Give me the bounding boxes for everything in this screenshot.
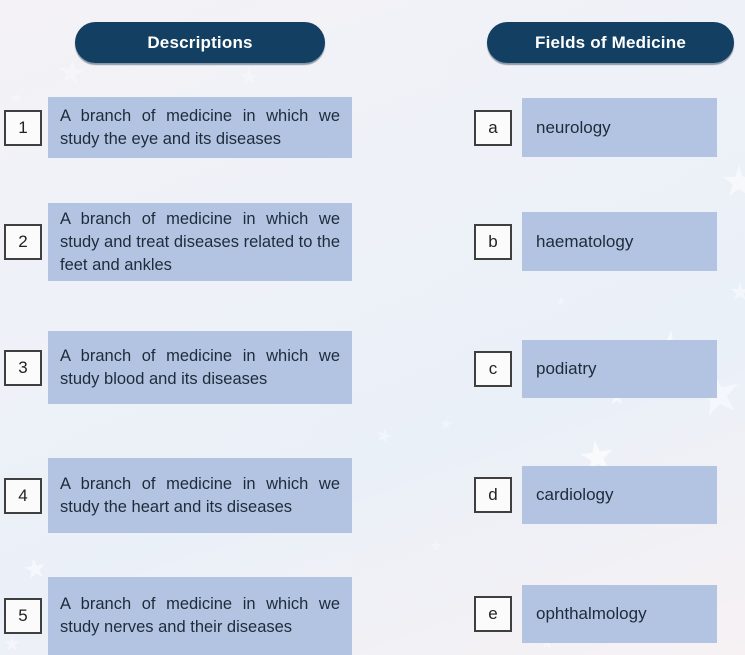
letter-tile-c[interactable]: c bbox=[474, 351, 512, 387]
description-row-3 bbox=[4, 331, 352, 404]
field-text-a: neurology bbox=[536, 117, 611, 137]
description-text-5: A branch of medicine in which we study nerves and their diseases bbox=[60, 595, 340, 636]
description-box-2[interactable] bbox=[48, 203, 352, 281]
description-box-1[interactable] bbox=[48, 97, 352, 158]
letter-tile-b[interactable]: b bbox=[474, 224, 512, 260]
star-decoration bbox=[56, 58, 85, 87]
descriptions-header-label: Descriptions bbox=[147, 32, 253, 52]
description-row-4 bbox=[4, 458, 352, 533]
star-decoration bbox=[440, 418, 452, 430]
field-row-d bbox=[474, 466, 717, 524]
star-decoration bbox=[374, 426, 394, 446]
field-text-c: podiatry bbox=[536, 359, 597, 378]
field-box-b[interactable] bbox=[522, 212, 717, 271]
number-tile-1[interactable]: 1 bbox=[4, 110, 42, 146]
field-text-d: cardiology bbox=[536, 485, 614, 504]
field-row-b bbox=[474, 212, 717, 271]
star-decoration bbox=[556, 296, 566, 306]
description-row-2 bbox=[4, 203, 352, 281]
letter-tile-d[interactable]: d bbox=[474, 477, 512, 513]
description-row-5 bbox=[4, 577, 352, 655]
field-box-c[interactable] bbox=[522, 340, 717, 398]
letter-tile-a[interactable]: a bbox=[474, 110, 512, 146]
star-decoration bbox=[722, 165, 745, 199]
description-box-4[interactable] bbox=[48, 458, 352, 533]
number-tile-2[interactable]: 2 bbox=[4, 224, 42, 260]
number-tile-3[interactable]: 3 bbox=[4, 350, 42, 386]
fields-header bbox=[487, 22, 734, 63]
star-decoration bbox=[430, 540, 442, 552]
descriptions-header bbox=[75, 22, 325, 63]
field-box-e[interactable] bbox=[522, 585, 717, 643]
field-text-e: ophthalmology bbox=[536, 604, 647, 623]
star-decoration bbox=[730, 282, 745, 302]
description-box-5[interactable] bbox=[48, 577, 352, 655]
letter-tile-e[interactable]: e bbox=[474, 596, 512, 632]
field-row-a bbox=[474, 98, 717, 157]
number-tile-5[interactable]: 5 bbox=[4, 598, 42, 634]
field-box-d[interactable] bbox=[522, 466, 717, 524]
description-box-3[interactable] bbox=[48, 331, 352, 404]
star-decoration bbox=[240, 68, 258, 86]
field-row-c bbox=[474, 340, 717, 398]
fields-header-label: Fields of Medicine bbox=[535, 32, 686, 52]
field-text-b: haematology bbox=[536, 231, 634, 251]
description-text-3: A branch of medicine in which we study blood and its diseases bbox=[60, 346, 340, 388]
number-tile-4[interactable]: 4 bbox=[4, 478, 42, 514]
field-box-a[interactable] bbox=[522, 98, 717, 157]
description-text-4: A branch of medicine in which we study the heart and its diseases bbox=[60, 474, 340, 516]
description-text-2: A branch of medicine in which we study and treat diseases related to the feet and ankles bbox=[60, 209, 340, 274]
description-text-1: A branch of medicine in which we study the eye and its diseases bbox=[60, 106, 340, 148]
field-row-e bbox=[474, 585, 717, 643]
description-row-1 bbox=[4, 97, 352, 158]
